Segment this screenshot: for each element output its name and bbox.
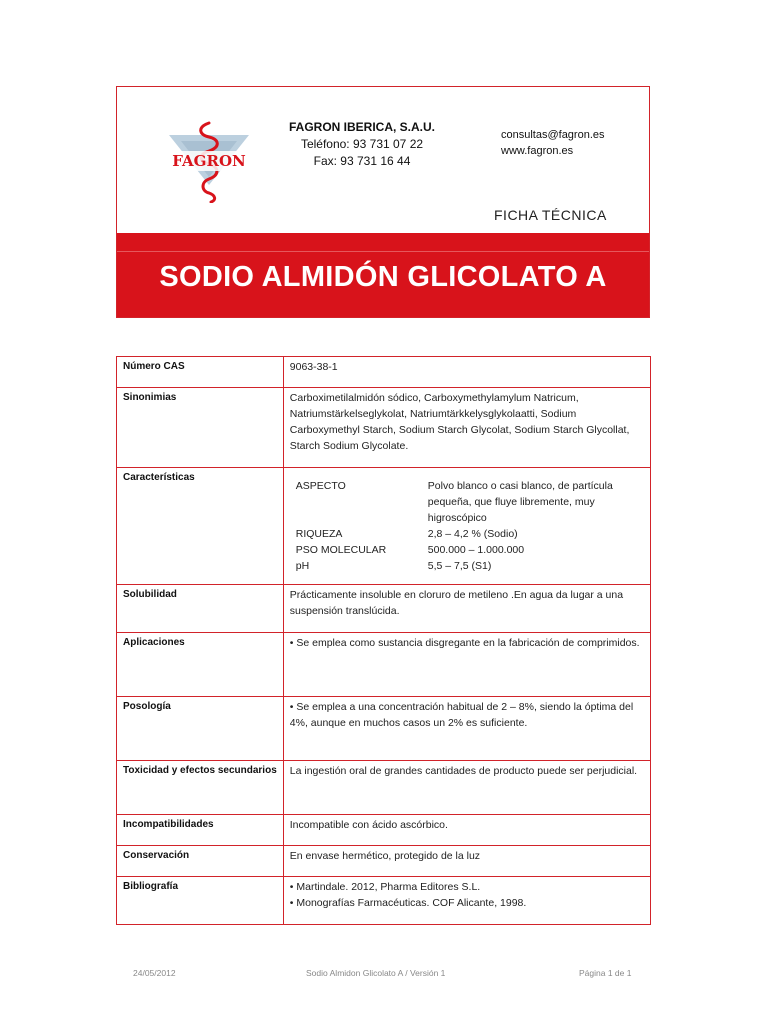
table-row [117,388,651,468]
doc-type-label: FICHA TÉCNICA [494,207,607,223]
row-label: Incompatibilidades [117,815,284,846]
row-label: Posología [117,697,284,761]
contact-website[interactable]: www.fagron.es [501,145,574,157]
table-row [117,468,651,585]
row-value [283,468,650,585]
svg-text:FAGRON: FAGRON [172,152,246,170]
row-label: Toxicidad y efectos secundarios [117,761,284,815]
row-value: • Se emplea a una concentración habitual de 2 – 8%, siendo la óptima del 4%, aunque en muchos casos un 2% es suficiente. [283,697,650,761]
table-row [117,761,651,815]
table-row [117,357,651,388]
company-fax: Fax: 93 731 16 44 [313,154,411,168]
property-key: RIQUEZA [295,528,343,540]
property-row [290,478,644,526]
row-label: Aplicaciones [117,633,284,697]
footer-doc: Sodio Almidon Glicolato A / Versión 1 [306,968,446,978]
table-row [117,877,651,925]
property-value: 5,5 – 7,5 (S1) [427,560,492,572]
property-key: pH [295,560,310,572]
list-item: • Martindale. 2012, Pharma Editores S.L. [289,881,481,893]
property-row [290,558,644,574]
footer-page: Página 1 de 1 [579,968,632,978]
property-row [290,542,644,558]
header-box [116,86,650,318]
company-name: FAGRON IBERICA, S.A.U. [288,120,435,134]
row-label: Solubilidad [117,585,284,633]
row-value [283,877,650,925]
row-value: La ingestión oral de grandes cantidades de producto puede ser perjudicial. [283,761,650,815]
row-label: Sinonimias [117,388,284,468]
row-value: Incompatible con ácido ascórbico. [283,815,650,846]
company-phone: Teléfono: 93 731 07 22 [300,137,424,151]
table-row [117,585,651,633]
spec-table [116,356,651,925]
bibliography-list [290,879,644,911]
row-label: Número CAS [117,357,284,388]
list-item: • Monografías Farmacéuticas. COF Alicante, 1998. [289,897,527,909]
product-title: SODIO ALMIDÓN GLICOLATO A [159,261,607,293]
table-row [117,697,651,761]
row-value: • Se emplea como sustancia disgregante en la fabricación de comprimidos. [283,633,650,697]
company-info [267,119,457,170]
property-key: PSO MOLECULAR [295,544,387,556]
table-row [117,815,651,846]
row-value: En envase hermético, protegido de la luz [283,846,650,877]
row-value: Carboximetilalmidón sódico, Carboxymethylamylum Natricum, Natriumstärkelseglykolat, Natriumtärkkelysglykolaatti, Sodium Carboxymethyl Starch, Sodium Starch Glycolat, Sodium Starch Glycollat, Starch Sodium Glycolate. [283,388,650,468]
table-row [117,846,651,877]
row-value: 9063-38-1 [283,357,650,388]
title-band-rule [117,251,649,252]
footer-date: 24/05/2012 [133,968,176,978]
row-label: Características [117,468,284,585]
contact-email[interactable]: consultas@fagron.es [501,129,605,141]
table-row [117,633,651,697]
row-value: Prácticamente insoluble en cloruro de metileno .En agua da lugar a una suspensión translúcida. [283,585,650,633]
property-key: ASPECTO [295,480,346,492]
row-label: Bibliografía [117,877,284,925]
property-value: 2,8 – 4,2 % (Sodio) [427,528,518,540]
fagron-logo [165,121,253,203]
title-band [117,233,649,317]
row-label: Conservación [117,846,284,877]
properties-table [290,478,644,574]
property-value: 500.000 – 1.000.000 [427,544,525,556]
property-value: Polvo blanco o casi blanco, de partícula pequeña, que fluye libremente, muy higroscópico [427,480,613,524]
property-row [290,526,644,542]
contact-info [501,127,605,159]
